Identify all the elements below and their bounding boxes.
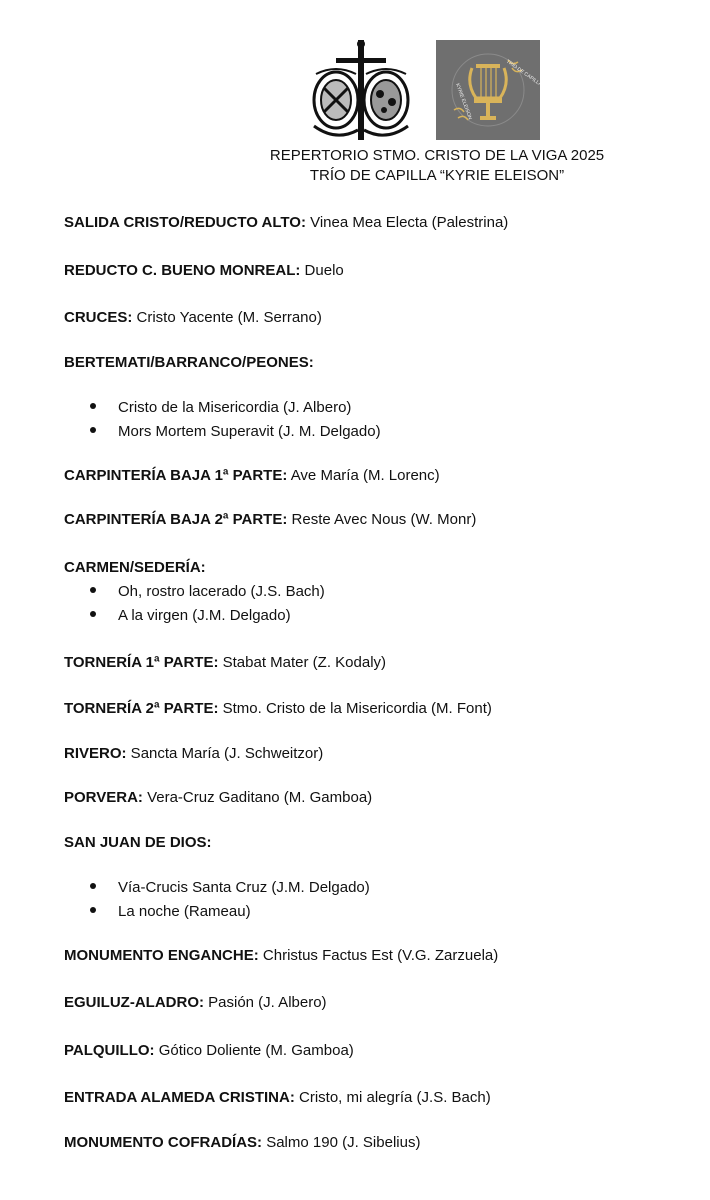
section-label: CARMEN/SEDERÍA: [64,559,206,576]
section-label: PALQUILLO: [64,1042,155,1059]
bullet-icon [90,907,96,913]
section-piece: Christus Factus Est (V.G. Zarzuela) [258,947,499,964]
section-palquillo [64,1041,354,1061]
section-torneria-1 [64,653,386,673]
section-piece: Gótico Doliente (M. Gamboa) [154,1042,354,1059]
section-piece: Salmo 190 (J. Sibelius) [262,1134,421,1151]
section-salida [64,213,508,233]
bullet-icon [90,427,96,433]
list-item [90,878,370,898]
section-reducto [64,261,344,281]
lyre-icon [436,40,540,140]
title-line-2: TRÍO DE CAPILLA “KYRIE ELEISON” [309,167,565,184]
section-piece: Pasión (J. Albero) [203,994,327,1011]
section-label: TORNERÍA 2ª PARTE: [64,700,219,717]
list-item [90,902,251,922]
section-cruces [64,308,322,328]
section-rivero [64,744,323,764]
list-item [90,606,291,626]
section-monumento-cofradias [64,1133,420,1153]
section-label: BERTEMATI/BARRANCO/PEONES: [64,354,314,371]
piece-text: La noche (Rameau) [118,903,251,920]
bullet-icon [90,611,96,617]
section-label: CARPINTERÍA BAJA 2ª PARTE: [64,511,288,528]
list-item [90,582,325,602]
section-label: CARPINTERÍA BAJA 1ª PARTE: [64,467,288,484]
piece-text: Oh, rostro lacerado (J.S. Bach) [118,583,325,600]
list-item [90,398,351,418]
section-eguiluz [64,993,327,1013]
section-piece: Ave María (M. Lorenc) [287,467,440,484]
trio-logo [436,40,540,140]
section-piece: Stabat Mater (Z. Kodaly) [218,654,387,671]
section-label: MONUMENTO COFRADÍAS: [64,1134,263,1151]
svg-text:TRÍO DE CAPILLA: TRÍO DE CAPILLA [504,58,540,88]
section-san-juan [64,833,212,853]
piece-text: Vía-Crucis Santa Cruz (J.M. Delgado) [118,879,370,896]
section-carpinteria-2 [64,510,476,530]
section-monumento-enganche [64,946,498,966]
section-piece: Cristo, mi alegría (J.S. Bach) [294,1089,491,1106]
section-piece: Sancta María (J. Schweitzor) [126,745,324,762]
section-carpinteria-1 [64,466,440,486]
section-entrada-alameda [64,1088,491,1108]
section-piece: Stmo. Cristo de la Misericordia (M. Font) [218,700,492,717]
bullet-icon [90,403,96,409]
section-label: EGUILUZ-ALADRO: [64,994,204,1011]
brotherhood-crest-icon [306,38,416,142]
section-piece: Vinea Mea Electa (Palestrina) [305,214,509,231]
section-label: REDUCTO C. BUENO MONREAL: [64,262,301,279]
section-label: SALIDA CRISTO/REDUCTO ALTO: [64,214,306,231]
section-label: RIVERO: [64,745,127,762]
section-piece: Reste Avec Nous (W. Monr) [287,511,477,528]
section-piece: Vera-Cruz Gaditano (M. Gamboa) [142,789,373,806]
piece-text: Mors Mortem Superavit (J. M. Delgado) [118,423,381,440]
svg-text:KYRIE ELEISON: KYRIE ELEISON [454,82,473,121]
list-item [90,422,381,442]
section-porvera [64,788,372,808]
logos-header [0,38,710,142]
bullet-icon [90,587,96,593]
section-piece: Cristo Yacente (M. Serrano) [132,309,322,326]
section-bertemati [64,353,314,373]
piece-text: A la virgen (J.M. Delgado) [118,607,291,624]
section-carmen [64,558,206,578]
section-label: SAN JUAN DE DIOS: [64,834,212,851]
section-piece: Duelo [300,262,344,279]
title-line-1: REPERTORIO STMO. CRISTO DE LA VIGA 2025 [269,147,605,164]
document-title [232,146,642,186]
section-label: ENTRADA ALAMEDA CRISTINA: [64,1089,295,1106]
section-label: MONUMENTO ENGANCHE: [64,947,259,964]
piece-text: Cristo de la Misericordia (J. Albero) [118,399,352,416]
section-label: CRUCES: [64,309,133,326]
section-torneria-2 [64,699,492,719]
section-label: TORNERÍA 1ª PARTE: [64,654,219,671]
bullet-icon [90,883,96,889]
section-label: PORVERA: [64,789,143,806]
